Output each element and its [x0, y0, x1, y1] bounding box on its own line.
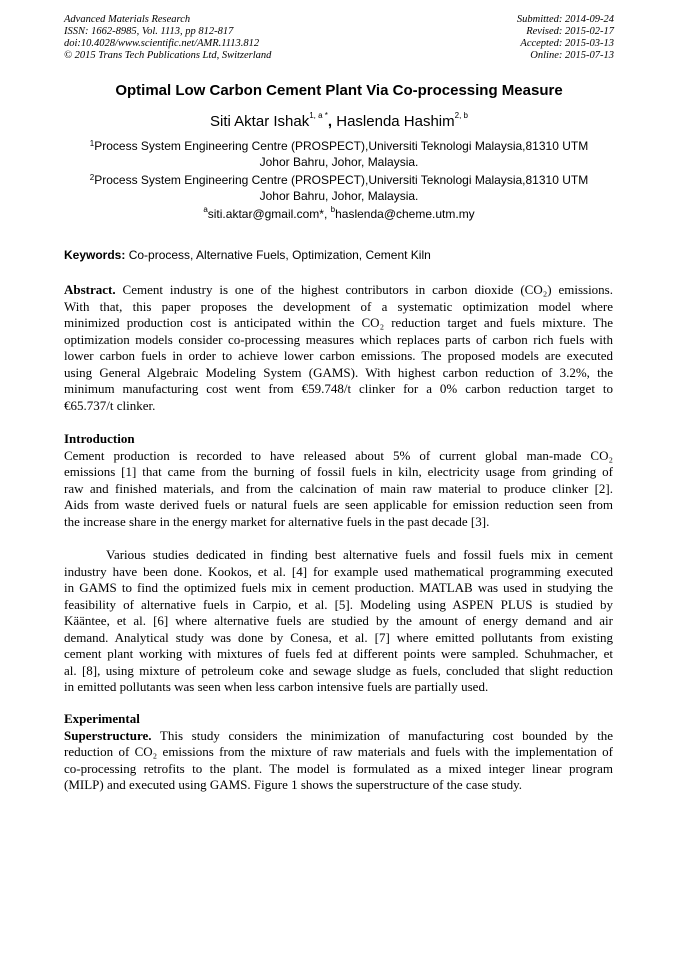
text-line: optimization models consider co-processing measures which replaces parts of carbon rich fuels with	[64, 331, 613, 347]
text-line: in emitted pollutants was seen when less carbon intensive fuels are partially used.	[64, 679, 489, 694]
affiliation-2-line1: Process System Engineering Centre (PROSPECT),Universiti Teknologi Malaysia,81310 UTM	[94, 173, 589, 187]
text-line: emissions [1] that came from the burning of fossil fuels in kiln, electricity usage from grinding of	[64, 464, 613, 479]
introduction-section	[64, 431, 613, 530]
text-line: using General Algebraic Modeling System (GAMS). With highest carbon reduction of 3.2%, the	[64, 364, 613, 380]
doi: doi:10.4028/www.scientific.net/AMR.1113.812	[64, 38, 260, 49]
text-line: minimized production cost is anticipated within the CO₂ reduction target and fuels mixture. The	[64, 315, 613, 330]
text-line: Various studies dedicated in finding best alternative fuels and fossil fuels mix in cement	[106, 547, 613, 562]
text-line: Aids from waste derived fuels or natural fuels are seen applicable for emission reduction seen from	[64, 497, 613, 512]
affiliation-2	[64, 172, 614, 204]
online-date: Online: 2015-07-13	[530, 50, 614, 61]
text-line: raw and finished materials, and from the calcination of main raw material to produce clinker [2].	[64, 480, 613, 496]
affiliation-1	[64, 138, 614, 170]
text-line: in GAMS to find the optimized fuels mix in cement production. MATLAB was used in studying the	[64, 580, 613, 595]
text-line: industry have been done. Kookos, et al. [4] for example used mathematical programming executed	[64, 563, 613, 579]
affiliation-1-line2: Johor Bahru, Johor, Malaysia.	[259, 155, 419, 169]
text-line: al. [8], using mixture of petroleum coke and sewage sludge as fuels, concluded that slight reduction	[64, 662, 613, 678]
text-line: cement plant working with mixtures of fuels fed at different points were sampled. Schuhmacher, et	[64, 646, 613, 661]
text-line: the increase share in the energy market for alternative fuels in the past decade [3].	[64, 513, 490, 529]
journal-name: Advanced Materials Research	[64, 14, 191, 25]
text-line: Kääntee, et al. [6] where alternative fuels are studied by the amount of energy demand and air	[64, 613, 613, 628]
affiliation-1-sup: 1	[89, 139, 95, 148]
paper-title: Optimal Low Carbon Cement Plant Via Co-processing Measure	[115, 82, 563, 99]
text-line: Superstructure. This study considers the minimization of manufacturing cost bounded by the	[64, 727, 613, 743]
author-2: Haslenda Hashim	[336, 113, 455, 130]
keywords-text: Co-process, Alternative Fuels, Optimization, Cement Kiln	[125, 248, 431, 262]
text-line: minimum manufacturing cost went from €59.748/t clinker for a 0% carbon reduction target to	[64, 381, 613, 396]
text-line: lower carbon fuels in order to achieve lower carbon emissions. The proposed models are executed	[64, 348, 613, 363]
abstract	[64, 282, 613, 414]
emails	[64, 207, 614, 221]
email-b: haslenda@cheme.utm.my	[335, 207, 475, 221]
paragraph-lead: Abstract.	[64, 282, 116, 297]
revised-date: Revised: 2015-02-17	[526, 26, 614, 37]
accepted-date: Accepted: 2015-03-13	[520, 38, 614, 49]
text-line: co-processing retrofits to the plant. The model is formulated as a mixed integer linear program	[64, 760, 613, 776]
email-b-sup: b	[330, 205, 336, 214]
affiliation-1-line1: Process System Engineering Centre (PROSPECT),Universiti Teknologi Malaysia,81310 UTM	[94, 139, 589, 153]
author-1: Siti Aktar Ishak	[210, 113, 310, 130]
email-a-sup: a	[203, 205, 208, 214]
keywords	[64, 248, 431, 262]
author-1-sup: 1, a *	[309, 111, 328, 120]
text-line: €65.737/t clinker.	[64, 397, 156, 413]
introduction-paragraph-2	[64, 547, 613, 696]
text-line: (MILP) and executed using GAMS. Figure 1 shows the superstructure of the case study.	[64, 777, 523, 792]
issn: ISSN: 1662-8985, Vol. 1113, pp 812-817	[64, 26, 234, 37]
introduction-heading: Introduction	[64, 431, 135, 446]
affiliation-2-line2: Johor Bahru, Johor, Malaysia.	[259, 189, 419, 203]
submitted-date: Submitted: 2014-09-24	[516, 14, 614, 25]
copyright: © 2015 Trans Tech Publications Ltd, Switzerland	[64, 50, 272, 61]
text-line: With that, this paper proposes the development of a systematic optimization model where	[64, 298, 613, 314]
experimental-section	[64, 711, 613, 794]
author-separator: ,	[327, 113, 337, 130]
paragraph-lead: Superstructure.	[64, 727, 152, 743]
email-a: siti.aktar@gmail.com*,	[207, 207, 331, 221]
text-line: Cement production is recorded to have released about 5% of current global man-made CO₂	[64, 447, 613, 463]
author-2-sup: 2, b	[454, 111, 468, 120]
affiliation-2-sup: 2	[89, 173, 95, 182]
text-line: Abstract. Cement industry is one of the highest contributors in carbon dioxide (CO₂) emissions.	[64, 282, 613, 297]
authors	[64, 113, 614, 130]
text-line: demand. Analytical study was done by Conesa, et al. [7] where emitted pollutants from existing	[64, 629, 613, 645]
dates-info	[517, 14, 614, 62]
journal-info	[64, 14, 271, 62]
experimental-heading: Experimental	[64, 711, 140, 726]
keywords-label: Keywords:	[64, 248, 126, 262]
text-line: feasibility of alternative fuels in Carpio, et al. [5]. Modeling using ASPEN PLUS is studied by	[64, 596, 613, 612]
text-line: reduction of CO₂ emissions from the mixture of raw materials and fuels with the implementation of	[64, 744, 613, 759]
